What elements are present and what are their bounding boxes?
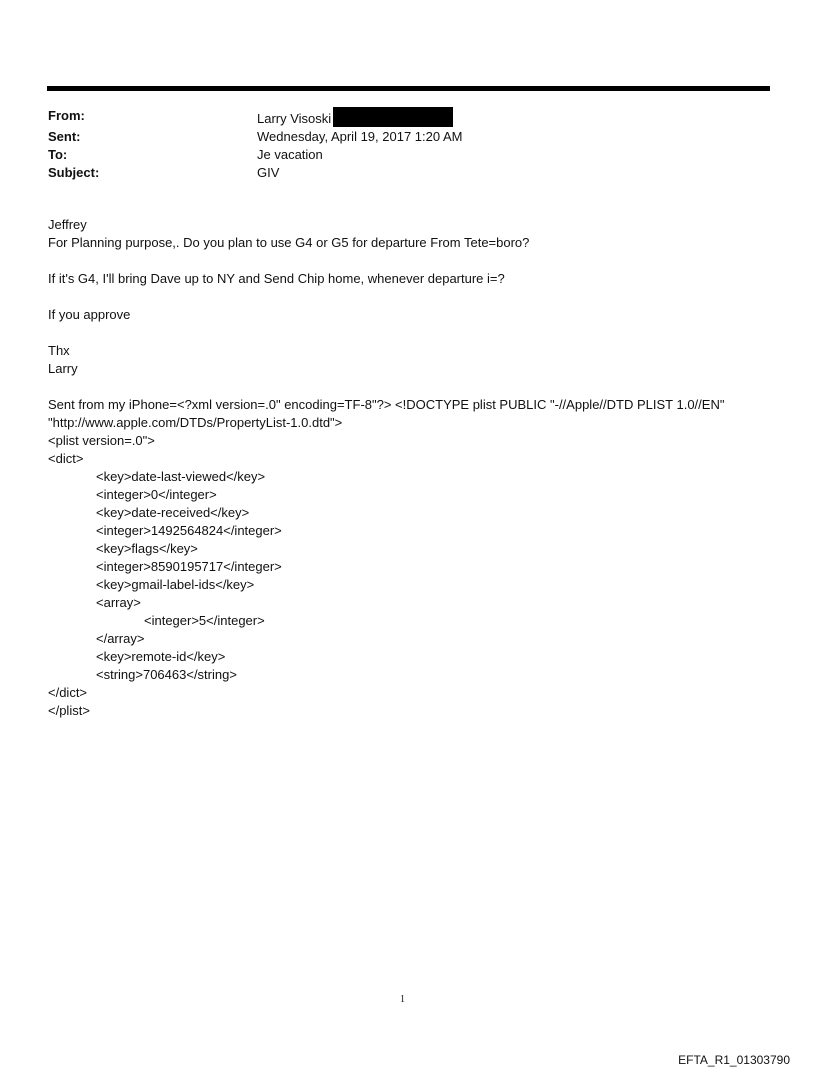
header-rule <box>47 86 770 91</box>
from-value: Larry Visoski <box>257 111 332 126</box>
document-id: EFTA_R1_01303790 <box>678 1053 790 1067</box>
signature: Larry <box>48 361 78 376</box>
plist-value-1: <integer>0</integer> <box>96 487 217 502</box>
thanks: Thx <box>48 343 70 358</box>
plist-array-open: <array> <box>96 595 141 610</box>
plist-value-2: <integer>1492564824</integer> <box>96 523 282 538</box>
plist-value-3: <integer>8590195717</integer> <box>96 559 282 574</box>
plist-key-1: <key>date-last-viewed</key> <box>96 469 266 484</box>
sent-row <box>48 128 463 146</box>
subject-row <box>48 164 463 182</box>
from-row <box>48 107 463 128</box>
redaction-box <box>333 107 453 127</box>
plist-key-5: <key>remote-id</key> <box>96 649 226 664</box>
dtd-url-line: "http://www.apple.com/DTDs/PropertyList-1.0.dtd"> <box>48 415 343 430</box>
dict-open: <dict> <box>48 451 84 466</box>
plist-key-3: <key>flags</key> <box>96 541 198 556</box>
plist-array-close: </array> <box>96 631 145 646</box>
sent-from-line: Sent from my iPhone=<?xml version=.0" encoding=TF-8"?> <!DOCTYPE plist PUBLIC "-//Apple//DTD PLIST 1.0//EN" <box>48 397 725 412</box>
to-value: Je vacation <box>257 147 323 162</box>
sent-value: Wednesday, April 19, 2017 1:20 AM <box>257 129 463 144</box>
paragraph-2: If it's G4, I'll bring Dave up to NY and Send Chip home, whenever departure i=? <box>48 271 505 286</box>
greeting: Jeffrey <box>48 217 87 232</box>
plist-key-4: <key>gmail-label-ids</key> <box>96 577 255 592</box>
plist-value-5: <string>706463</string> <box>96 667 237 682</box>
paragraph-1: For Planning purpose,. Do you plan to use G4 or G5 for departure From Tete=boro? <box>48 235 530 250</box>
subject-value: GIV <box>257 165 280 180</box>
plist-array-item: <integer>5</integer> <box>144 613 265 628</box>
paragraph-3: If you approve <box>48 307 131 322</box>
subject-label: Subject: <box>48 165 100 180</box>
email-header <box>48 107 463 182</box>
plist-open: <plist version=.0"> <box>48 433 155 448</box>
to-label: To: <box>48 147 68 162</box>
plist-key-2: <key>date-received</key> <box>96 505 250 520</box>
to-row <box>48 146 463 164</box>
dict-close: </dict> <box>48 685 88 700</box>
page-number: 1 <box>400 994 405 1005</box>
from-label: From: <box>48 108 85 123</box>
sent-label: Sent: <box>48 129 81 144</box>
plist-close: </plist> <box>48 703 90 718</box>
email-body <box>48 216 778 720</box>
